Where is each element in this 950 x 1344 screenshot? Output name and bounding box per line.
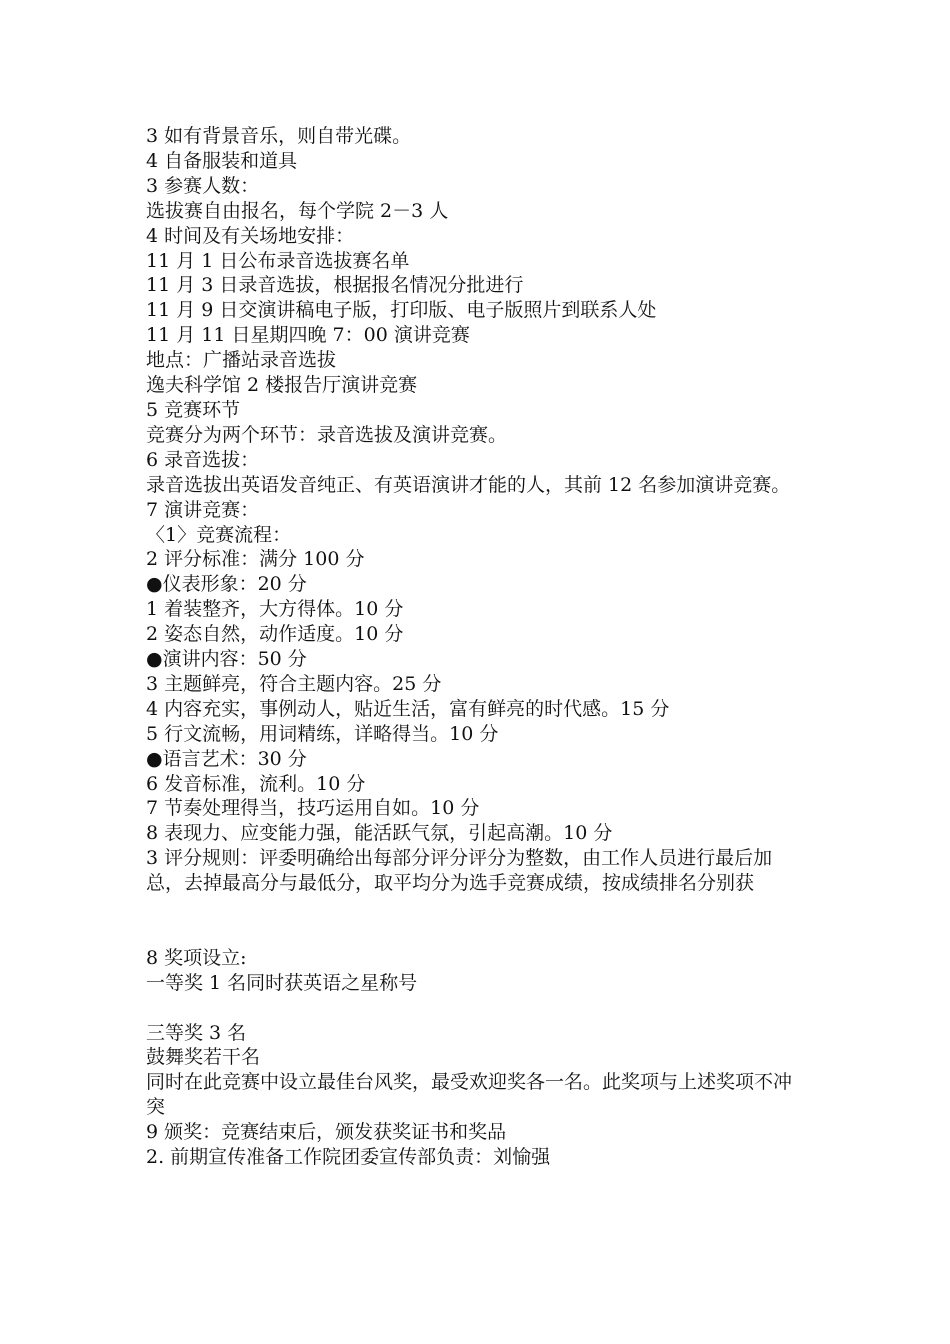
text-line: ●仪表形象：20 分 xyxy=(146,573,307,596)
text-line: 三等奖 3 名 xyxy=(146,1021,247,1044)
text-line: 鼓舞奖若干名 xyxy=(146,1046,261,1069)
text-line: 11 月 11 日星期四晚 7：00 演讲竞赛 xyxy=(146,324,470,347)
text-line: 3 评分规则：评委明确给出每部分评分评分为整数，由工作人员进行最后加总，去掉最高分与最低分，取平均分为选手竞赛成绩，按成绩排名分别获 xyxy=(146,847,773,895)
text-line: 3 参赛人数： xyxy=(146,174,260,197)
text-line: 8 奖项设立: xyxy=(146,946,247,969)
text-line: 2 姿态自然，动作适度。10 分 xyxy=(146,623,404,646)
text-line: 逸夫科学馆 2 楼报告厅演讲竞赛 xyxy=(146,374,418,397)
text-line: 6 录音选拔： xyxy=(146,448,260,471)
text-line: 6 发音标准，流利。10 分 xyxy=(146,772,366,795)
text-line: 2. 前期宣传准备工作院团委宣传部负责：刘愉强 xyxy=(146,1146,551,1169)
text-line: 3 主题鲜亮，符合主题内容。25 分 xyxy=(146,672,442,695)
text-line: ●语言艺术：30 分 xyxy=(146,747,307,770)
text-line: 一等奖 1 名同时获英语之星称号 xyxy=(146,971,418,994)
text-line: 8 表现力、应变能力强，能活跃气氛，引起高潮。10 分 xyxy=(146,822,613,845)
text-line: 录音选拔出英语发音纯正、有英语演讲才能的人，其前 12 名参加演讲竞赛。 xyxy=(146,473,791,496)
blank-line xyxy=(146,896,810,921)
document-page xyxy=(146,124,810,1170)
text-line: 11 月 1 日公布录音选拔赛名单 xyxy=(146,249,410,272)
text-line: 竞赛分为两个环节：录音选拔及演讲竞赛。 xyxy=(146,423,508,446)
text-line: 7 演讲竞赛： xyxy=(146,498,260,521)
text-line: 地点：广播站录音选拔 xyxy=(146,349,337,372)
text-line: 9 颁奖：竞赛结束后，颁发获奖证书和奖品 xyxy=(146,1121,507,1144)
text-line: 同时在此竞赛中设立最佳台风奖，最受欢迎奖各一名。此奖项与上述奖项不冲突 xyxy=(146,1071,793,1119)
text-line: 1 着装整齐，大方得体。10 分 xyxy=(146,598,404,621)
text-line: 11 月 9 日交演讲稿电子版，打印版、电子版照片到联系人处 xyxy=(146,299,657,322)
text-line: 4 自备服装和道具 xyxy=(146,149,298,172)
blank-line xyxy=(146,996,810,1021)
text-line: 2 评分标准：满分 100 分 xyxy=(146,548,365,571)
text-line: 5 行文流畅，用词精练，详略得当。10 分 xyxy=(146,722,499,745)
text-line: 〈1〉竞赛流程： xyxy=(146,523,292,546)
text-line: 3 如有背景音乐，则自带光碟。 xyxy=(146,125,412,147)
text-line: 4 时间及有关场地安排： xyxy=(146,224,355,247)
text-line: 5 竞赛环节 xyxy=(146,398,241,421)
blank-line xyxy=(146,921,810,946)
text-line: 7 节奏处理得当，技巧运用自如。10 分 xyxy=(146,797,480,820)
text-line: 11 月 3 日录音选拔，根据报名情况分批进行 xyxy=(146,274,524,297)
text-line: 选拔赛自由报名，每个学院 2－3 人 xyxy=(146,199,449,222)
text-line: 4 内容充实，事例动人，贴近生活，富有鲜亮的时代感。15 分 xyxy=(146,697,670,720)
text-line: ●演讲内容：50 分 xyxy=(146,648,307,671)
